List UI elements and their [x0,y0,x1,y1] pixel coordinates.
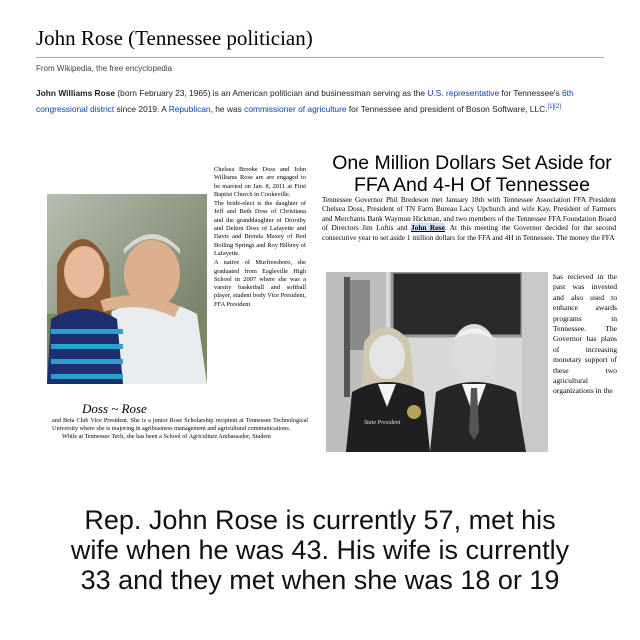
headline-line: One Million Dollars Set Aside for [332,152,612,174]
highlighted-name: John Rose [411,223,445,233]
wiki-link-republican[interactable]: Republican [168,104,211,115]
caption-line: wife when he was 43. His wife is currently [70,535,570,565]
wiki-text: (born February 23, 1965) is an American politician and businessman serving as the [115,88,428,98]
wiki-text: , he was [210,104,245,115]
wiki-link-commissioner[interactable]: commissioner of agriculture [244,104,347,115]
caption-paragraph: While at Tennessee Tech, she has been a School of Agriculture Ambassador, Student [62,433,271,441]
caption-line: 33 and they met when she was 18 or 19 [80,565,560,595]
wiki-subtitle: From Wikipedia, the free encyclopedia [36,64,173,73]
wiki-paragraph [36,85,604,118]
wiki-text: since 2019. A [114,104,169,115]
caption-paragraph: The bride-elect is the daughter of Jeff and Beth Doss of Christiana and the granddaughter of Dorothy and Delton Doss of Lafayette and Davis and Brenda Maxey of Red Boiling Springs and Roy Bilbrey of Lafayette. [214,200,306,257]
wiki-text: for Tennessee's [499,88,563,98]
wiki-link-us-representative[interactable]: U.S. representative [427,88,500,98]
wikipedia-excerpt [36,26,604,118]
wiki-text: for Tennessee and president of Boson Software, LLC. [346,104,548,115]
meme-caption [0,505,640,595]
caption-paragraph: and Beta Club Vice President. She is a junior Rose Scholarship recipient at Tennessee Technological University where she is majoring in agribusiness management and agricultural communications. [52,417,308,433]
governor-photo [326,272,548,452]
wiki-name: John Williams Rose [36,88,116,98]
engagement-caption-bottom [52,417,308,442]
caption-paragraph: Chelsea Brooke Doss and John Williams Rose are are engaged to be married on Jan. 8, 2011 at First Baptist Church in Cookeville. [214,166,306,198]
caption-line: Rep. John Rose is currently 57, met his [84,505,556,535]
news-article [322,195,616,242]
article-text: . At this meeting the Governor decided for the second consecutive year to set aside 1 million dollars for the FFA and 4H in Tennessee. The money the FFA [322,223,617,242]
article-side-text: has recieved in the past was invested and also used to enhance awards programs in Tennessee. The Governor has plans of increasing monetary support of these two agricultural organizations in the [553,272,617,396]
jacket-text: State President [364,420,401,426]
engagement-photo [47,194,207,384]
wiki-references[interactable]: [1][2] [547,104,561,111]
article-text: Tennessee Governor Phil Bredeson met January 18th with Tennessee Association FFA President Chelsea Doss, President of TN Farm Bureau Lacy Upchurch and wife Kay, President of Farmers and Merchants Bank Waymon Hickman, and two members of the Tennessee FFA Foundation Board of Directors Jim Loftis and [322,195,616,233]
headline-line: FFA And 4-H Of Tennessee [354,174,590,196]
engagement-clipping [42,163,312,455]
news-headline [322,152,622,196]
couple-names: Doss ~ Rose [82,401,147,416]
engagement-caption-right [214,166,306,310]
wiki-title: John Rose (Tennessee politician) [36,26,604,58]
wiki-link-district[interactable]: 6th congressional district [36,88,574,115]
governor-photo-graphic [326,272,548,452]
caption-paragraph: A native of Murfreesboro, she graduated from Eagleville High School in 2007 where she was a varsity basketball and softball player, student body Vice President, FFA President [214,259,306,308]
couple-photo-graphic [47,194,207,384]
news-clipping [322,195,620,455]
